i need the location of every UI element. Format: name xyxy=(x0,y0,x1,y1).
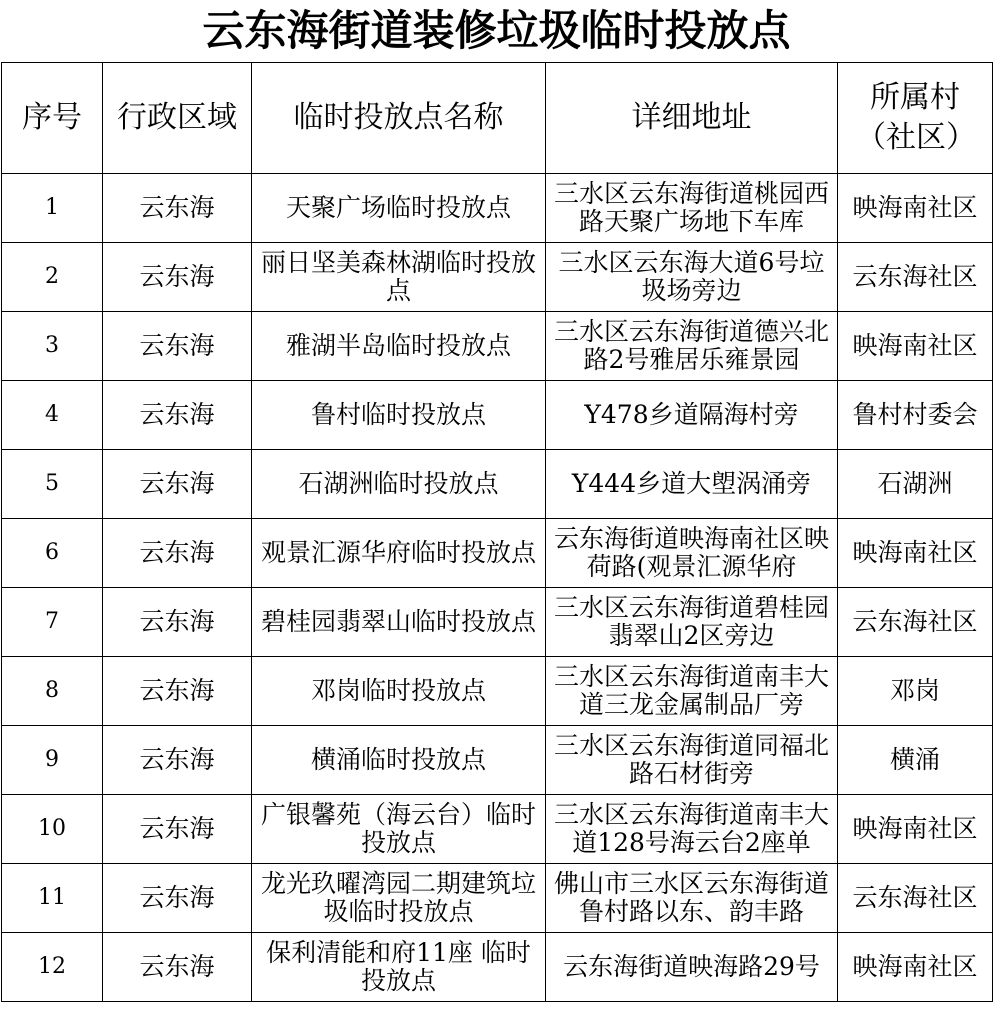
table-row xyxy=(2,933,993,1002)
cell-address-text: 佛山市三水区云东海街道鲁村路以东、韵丰路 xyxy=(553,870,829,926)
cell-address-text: 云东海街道映海路29号 xyxy=(563,953,820,981)
cell-address-text: 三水区云东海街道碧桂园翡翠山2区旁边 xyxy=(553,594,829,650)
cell-serial xyxy=(2,174,103,243)
cell-village xyxy=(838,450,993,519)
cell-village xyxy=(838,864,993,933)
table-row xyxy=(2,174,993,243)
cell-address xyxy=(546,795,838,864)
cell-region-text: 云东海 xyxy=(139,677,215,705)
cell-address-text: 三水区云东海街道桃园西路天聚广场地下车库 xyxy=(553,180,829,236)
cell-point-name-text: 龙光玖曜湾园二期建筑垃圾临时投放点 xyxy=(260,870,536,926)
cell-address xyxy=(546,174,838,243)
cell-point-name-text: 邓岗临时投放点 xyxy=(310,677,486,705)
column-header-point-name: 临时投放点名称 xyxy=(252,63,546,174)
cell-region-text: 云东海 xyxy=(139,746,215,774)
cell-serial-text: 9 xyxy=(45,747,59,772)
table-header-row xyxy=(2,63,993,174)
cell-point-name xyxy=(252,657,546,726)
cell-village xyxy=(838,174,993,243)
cell-point-name-text: 保利清能和府11座 临时投放点 xyxy=(266,939,531,995)
cell-point-name xyxy=(252,795,546,864)
cell-serial-text: 3 xyxy=(45,333,59,358)
cell-serial xyxy=(2,795,103,864)
cell-region xyxy=(103,933,252,1002)
table-row xyxy=(2,243,993,312)
cell-region xyxy=(103,243,252,312)
cell-region-text: 云东海 xyxy=(139,953,215,981)
cell-serial xyxy=(2,864,103,933)
cell-address-text: Y444乡道大塱涡涌旁 xyxy=(571,470,812,498)
cell-region-text: 云东海 xyxy=(139,470,215,498)
cell-point-name xyxy=(252,174,546,243)
cell-serial xyxy=(2,450,103,519)
cell-serial xyxy=(2,933,103,1002)
cell-village xyxy=(838,519,993,588)
table-row xyxy=(2,312,993,381)
cell-village-text: 映海南社区 xyxy=(852,539,978,567)
cell-village-text: 云东海社区 xyxy=(852,884,978,912)
cell-serial-text: 2 xyxy=(45,264,59,289)
cell-village-text: 鲁村村委会 xyxy=(852,401,978,429)
cell-region-text: 云东海 xyxy=(139,539,215,567)
cell-village xyxy=(838,933,993,1002)
cell-address xyxy=(546,588,838,657)
cell-serial xyxy=(2,726,103,795)
cell-address xyxy=(546,312,838,381)
column-header-address: 详细地址 xyxy=(546,63,838,174)
cell-address-text: 三水区云东海街道德兴北路2号雅居乐雍景园 xyxy=(553,318,829,374)
cell-serial xyxy=(2,243,103,312)
cell-address-text: 三水区云东海街道同福北路石材街旁 xyxy=(553,732,829,788)
cell-address xyxy=(546,381,838,450)
cell-point-name xyxy=(252,312,546,381)
page-title: 云东海街道装修垃圾临时投放点 xyxy=(202,6,791,55)
cell-address xyxy=(546,864,838,933)
cell-point-name-text: 观景汇源华府临时投放点 xyxy=(260,539,536,567)
cell-address xyxy=(546,519,838,588)
cell-village-text: 映海南社区 xyxy=(852,953,978,981)
cell-address-text: 三水区云东海大道6号垃圾场旁边 xyxy=(558,249,825,305)
cell-point-name-text: 天聚广场临时投放点 xyxy=(285,194,511,222)
cell-point-name-text: 鲁村临时投放点 xyxy=(310,401,486,429)
table-row xyxy=(2,588,993,657)
cell-village xyxy=(838,312,993,381)
cell-serial-text: 7 xyxy=(45,609,59,634)
cell-village-text: 云东海社区 xyxy=(852,263,978,291)
cell-point-name xyxy=(252,450,546,519)
cell-region xyxy=(103,312,252,381)
cell-region-text: 云东海 xyxy=(139,263,215,291)
cell-serial-text: 12 xyxy=(38,954,66,979)
cell-village xyxy=(838,657,993,726)
cell-serial-text: 4 xyxy=(45,402,59,427)
table-row xyxy=(2,450,993,519)
table-row xyxy=(2,657,993,726)
cell-serial xyxy=(2,519,103,588)
cell-village-text: 映海南社区 xyxy=(852,332,978,360)
cell-region xyxy=(103,864,252,933)
cell-point-name-text: 横涌临时投放点 xyxy=(310,746,486,774)
cell-address-text: 三水区云东海街道南丰大道三龙金属制品厂旁 xyxy=(553,663,829,719)
cell-serial xyxy=(2,381,103,450)
cell-address-text: 云东海街道映海南社区映荷路(观景汇源华府 xyxy=(553,525,829,581)
cell-point-name xyxy=(252,588,546,657)
cell-region-text: 云东海 xyxy=(139,815,215,843)
cell-region-text: 云东海 xyxy=(139,884,215,912)
cell-point-name xyxy=(252,864,546,933)
cell-region xyxy=(103,381,252,450)
cell-village-text: 映海南社区 xyxy=(852,194,978,222)
cell-serial-text: 1 xyxy=(45,195,59,220)
cell-point-name-text: 雅湖半岛临时投放点 xyxy=(285,332,511,360)
drop-point-table xyxy=(1,62,993,1002)
cell-address-text: Y478乡道隔海村旁 xyxy=(584,401,799,429)
cell-point-name xyxy=(252,381,546,450)
cell-region xyxy=(103,519,252,588)
cell-region xyxy=(103,588,252,657)
cell-region xyxy=(103,657,252,726)
cell-region-text: 云东海 xyxy=(139,401,215,429)
cell-address xyxy=(546,657,838,726)
cell-region xyxy=(103,450,252,519)
cell-region-text: 云东海 xyxy=(139,194,215,222)
table-body xyxy=(2,174,993,1002)
cell-village xyxy=(838,243,993,312)
cell-address xyxy=(546,726,838,795)
table-row xyxy=(2,864,993,933)
table-row xyxy=(2,726,993,795)
cell-address xyxy=(546,243,838,312)
cell-region xyxy=(103,726,252,795)
table-row xyxy=(2,519,993,588)
column-header-region: 行政区域 xyxy=(103,63,252,174)
cell-point-name-text: 石湖洲临时投放点 xyxy=(298,470,499,498)
cell-region xyxy=(103,795,252,864)
cell-village xyxy=(838,381,993,450)
cell-region-text: 云东海 xyxy=(139,332,215,360)
cell-serial-text: 11 xyxy=(38,885,66,910)
cell-region xyxy=(103,174,252,243)
table-row xyxy=(2,795,993,864)
cell-point-name xyxy=(252,519,546,588)
cell-point-name xyxy=(252,726,546,795)
cell-serial-text: 8 xyxy=(45,678,59,703)
cell-region-text: 云东海 xyxy=(139,608,215,636)
cell-serial xyxy=(2,657,103,726)
column-header-village: 所属村（社区） xyxy=(838,63,993,174)
cell-village xyxy=(838,588,993,657)
table-row xyxy=(2,381,993,450)
cell-village xyxy=(838,795,993,864)
cell-address-text: 三水区云东海街道南丰大道128号海云台2座单 xyxy=(553,801,829,857)
cell-village-text: 映海南社区 xyxy=(852,815,978,843)
cell-point-name-text: 碧桂园翡翠山临时投放点 xyxy=(260,608,536,636)
cell-village-text: 横涌 xyxy=(889,746,940,774)
column-header-serial: 序号 xyxy=(2,63,103,174)
cell-point-name xyxy=(252,933,546,1002)
cell-village-text: 云东海社区 xyxy=(852,608,978,636)
cell-serial xyxy=(2,588,103,657)
cell-serial xyxy=(2,312,103,381)
cell-address xyxy=(546,933,838,1002)
cell-village-text: 邓岗 xyxy=(889,677,940,705)
cell-serial-text: 6 xyxy=(45,540,59,565)
cell-serial-text: 5 xyxy=(45,471,59,496)
cell-serial-text: 10 xyxy=(38,816,66,841)
cell-point-name xyxy=(252,243,546,312)
cell-village-text: 石湖洲 xyxy=(877,470,953,498)
cell-address xyxy=(546,450,838,519)
cell-village xyxy=(838,726,993,795)
cell-point-name-text: 广银馨苑（海云台）临时投放点 xyxy=(260,801,536,857)
cell-point-name-text: 丽日坚美森林湖临时投放点 xyxy=(260,249,536,305)
